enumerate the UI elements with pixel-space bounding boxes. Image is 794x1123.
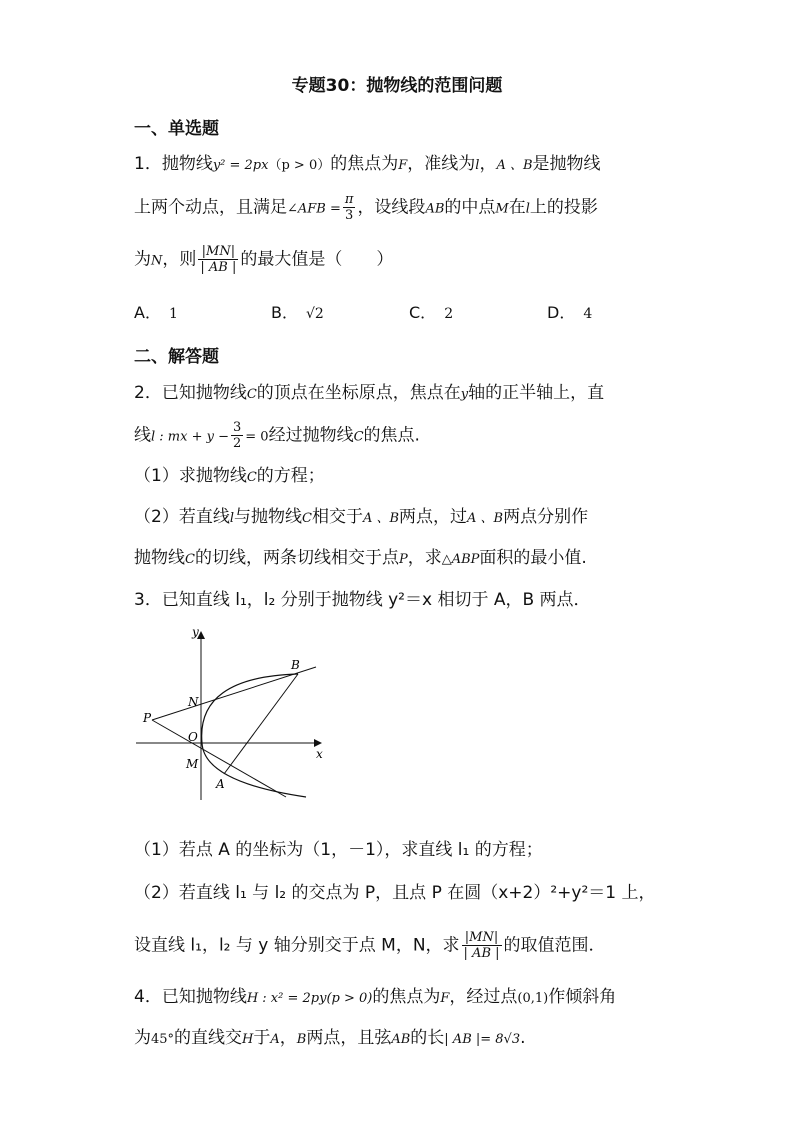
q2-sub-2-line-2: 抛物线C的切线，两条切线相交于点P，求△ABP面积的最小值.	[134, 548, 587, 568]
q2-line-1: 2．已知抛物线C的顶点在坐标原点，焦点在y轴的正半轴上，直	[134, 383, 605, 403]
q1-line-2: 上两个动点，且满足∠AFB = $\frac{\pi}{3}$ ，设线段AB的中点M在l上的投影	[134, 192, 598, 223]
label-a: A	[216, 777, 225, 791]
label-m: M	[186, 757, 199, 771]
q3-mn-over-ab-fraction: $\frac{|MN|}{| AB |}$	[463, 930, 500, 961]
tangent-line-l2	[152, 667, 316, 720]
q4-line-1: 4．已知抛物线H : x² = 2py(p > 0)的焦点为F，经过点(0,1)作倾斜角	[134, 987, 617, 1007]
q3-sub-1: （1）若点 A 的坐标为（1，－1），求直线 l₁ 的方程；	[134, 840, 543, 860]
section-heading-solutions: 二、解答题	[134, 347, 219, 367]
option-b: B． √2	[271, 303, 324, 322]
label-y: y	[192, 625, 199, 639]
label-n: N	[188, 695, 199, 709]
q2-sub-1: （1）求抛物线C的方程；	[134, 466, 325, 486]
parabola-tangent-figure	[136, 622, 336, 802]
option-d: D． 4	[547, 303, 593, 322]
q4-line-2: 为45°的直线交H于A，B两点，且弦AB的长| AB |= 8√3.	[134, 1028, 526, 1048]
option-c: C． 2	[409, 303, 454, 322]
page-title: 专题30：抛物线的范围问题	[291, 76, 503, 96]
chord-ab	[224, 674, 298, 774]
q3-sub-2: （2）若直线 l₁ 与 l₂ 的交点为 P，且点 P 在圆（x+2）²+y²＝1 上，	[134, 883, 656, 903]
mn-over-ab-fraction: $\frac{|MN|}{| AB |}$	[200, 244, 237, 275]
label-b: B	[291, 658, 300, 672]
label-p: P	[143, 711, 152, 725]
pi-over-3-fraction: $\frac{\pi}{3}$	[344, 192, 354, 223]
q1-line-1: 1．抛物线y² = 2px（p > 0）的焦点为F，准线为l，A 、B是抛物线	[134, 154, 601, 174]
label-x: x	[316, 747, 323, 761]
label-o: O	[188, 730, 198, 744]
q2-line-2: 线l : mx + y − $\frac{3}{2}$ = 0经过抛物线C的焦点.	[134, 420, 420, 451]
q1-line-3: 为N，则 $\frac{|MN|}{| AB |}$ 的最大值是（ ）	[134, 244, 394, 275]
three-halves-fraction: $\frac{3}{2}$	[233, 420, 242, 451]
q3-sub-2-cont: 设直线 l₁，l₂ 与 y 轴分别交于点 M，N，求 $\frac{|MN|}{| AB |}$ 的取值范围．	[134, 930, 606, 961]
option-a: A． 1	[134, 303, 178, 322]
q3-line-1: 3．已知直线 l₁，l₂ 分别于抛物线 y²＝x 相切于 A，B 两点．	[134, 590, 591, 610]
section-heading-single-choice: 一、单选题	[134, 119, 219, 139]
q2-sub-2-line-1: （2）若直线l与抛物线C相交于A 、B两点，过A 、B两点分别作	[134, 507, 589, 527]
